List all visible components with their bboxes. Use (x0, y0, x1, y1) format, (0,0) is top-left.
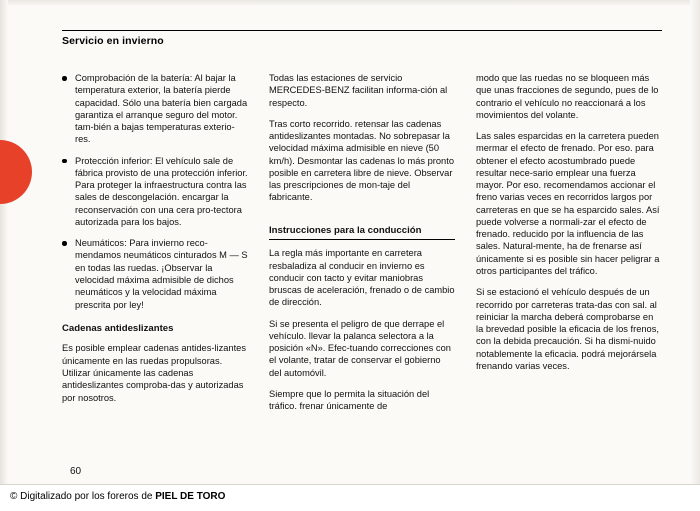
paragraph: Es posible emplear cadenas antides-lizantes únicamente en las ruedas propulsoras. Utilizar únicamente las cadenas antideslizantes comproba-das y autorizadas por nosotros. (62, 343, 246, 403)
list-item (62, 237, 248, 311)
page-edge-shade-left (0, 0, 8, 485)
bullet-dot-icon (62, 241, 67, 246)
column-1 (62, 72, 248, 422)
page-edge-shade-top (0, 0, 700, 6)
footer-watermark (0, 484, 700, 511)
list-item (62, 155, 248, 229)
header-rule (62, 30, 662, 31)
list-item-text: Neumáticos: Para invierno reco-mendamos neumáticos cinturados M — S en todas las ruedas. ¡Observar la velocidad máxima admisible de dichos neumáticos y la velocidad máxima prescrita por ley! (75, 238, 248, 310)
text-columns (62, 72, 662, 422)
column-2 (269, 72, 455, 422)
paragraph: Si se estacionó el vehículo después de un recorrido por carreteras trata-das con sal. al reiniciar la marcha deberá comprobarse en la brevedad posible la eficacia de los frenos, con la debida precaución. Si ha dismi-nuido notablemente la eficacia. podrá mejorársela frenando varias veces. (476, 287, 659, 371)
paragraph: La regla más importante en carretera resbaladiza al conducir en invierno es conducir con tacto y evitar maniobras bruscas de aceleración, frenado o de cambio de dirección. (269, 248, 455, 308)
list-item-text: Comprobación de la batería: Al bajar la temperatura exterior, la batería pierde capacidad. Sólo una batería bien cargada garantiza el arranque seguro del motor. tam-bién a bajas temperaturas exterio-res. (75, 73, 248, 145)
column-3 (476, 72, 662, 422)
paragraph: Si se presenta el peligro de que derrape el vehículo. llevar la palanca selectora a la posición «N». Efec-tuando correcciones con el volante, tratar de conservar el gobierno del automóvil. (269, 318, 451, 378)
paragraph: modo que las ruedas no se bloqueen más que unas fracciones de segundo, pues de lo contrario el vehículo no reaccionará a los movimientos del volante. (476, 73, 659, 120)
section-heading: Cadenas antideslizantes (62, 322, 174, 334)
bullet-dot-icon (62, 76, 67, 81)
paragraph: Todas las estaciones de servicio MERCEDES-BENZ facilitan informa-ción al respecto. (269, 73, 448, 108)
page-header (62, 30, 662, 47)
chapter-thumb-tab (0, 140, 32, 204)
running-head: Servicio en invierno (62, 35, 164, 47)
section-heading: Instrucciones para la conducción (269, 225, 455, 241)
paragraph: Las sales esparcidas en la carretera pueden mermar el efecto de frenado. Por eso. para obtener el efecto acostumbrado puede resultar nece-sario emplear una fuerza mayor. Por eso. recomendamos accionar el freno varias veces en recorridos largos por carreteras en que se ha esparcido sales. Así puede volverse a normali-zar el efecto de frenado. reducido por la influencia de las sales. Natural-mente, ha de frenarse así únicamente si es posible sin hacer peligrar a otros participantes del tráfico. (476, 131, 660, 276)
paragraph: Tras corto recorrido. retensar las cadenas antideslizantes montadas. No sobrepasar la velocidad máxima admisible en nieve (50 km/h). Desmontar las cadenas lo más pronto posible en carretera libre de nieve. Observar las prescripciones de mon-taje del fabricante. (269, 118, 454, 203)
footer-emphasis: PIEL DE TORO (155, 491, 226, 502)
bullet-dot-icon (62, 159, 67, 164)
page-edge-shade-right (690, 0, 700, 485)
page-number: 60 (70, 466, 82, 477)
list-item-text: Protección inferior: El vehículo sale de fábrica provisto de una protección inferior. Para proteger la infraestructura contra las sales de descongelación. encargar la reconservación con una cera pro-tectora autorizada para los bajos. (75, 155, 248, 227)
paragraph: Siempre que lo permita la situación del tráfico. frenar únicamente de (269, 388, 430, 412)
list-item (62, 72, 248, 146)
footer-prefix: © Digitalizado por los foreros de (10, 491, 156, 502)
footer-text (10, 491, 225, 502)
